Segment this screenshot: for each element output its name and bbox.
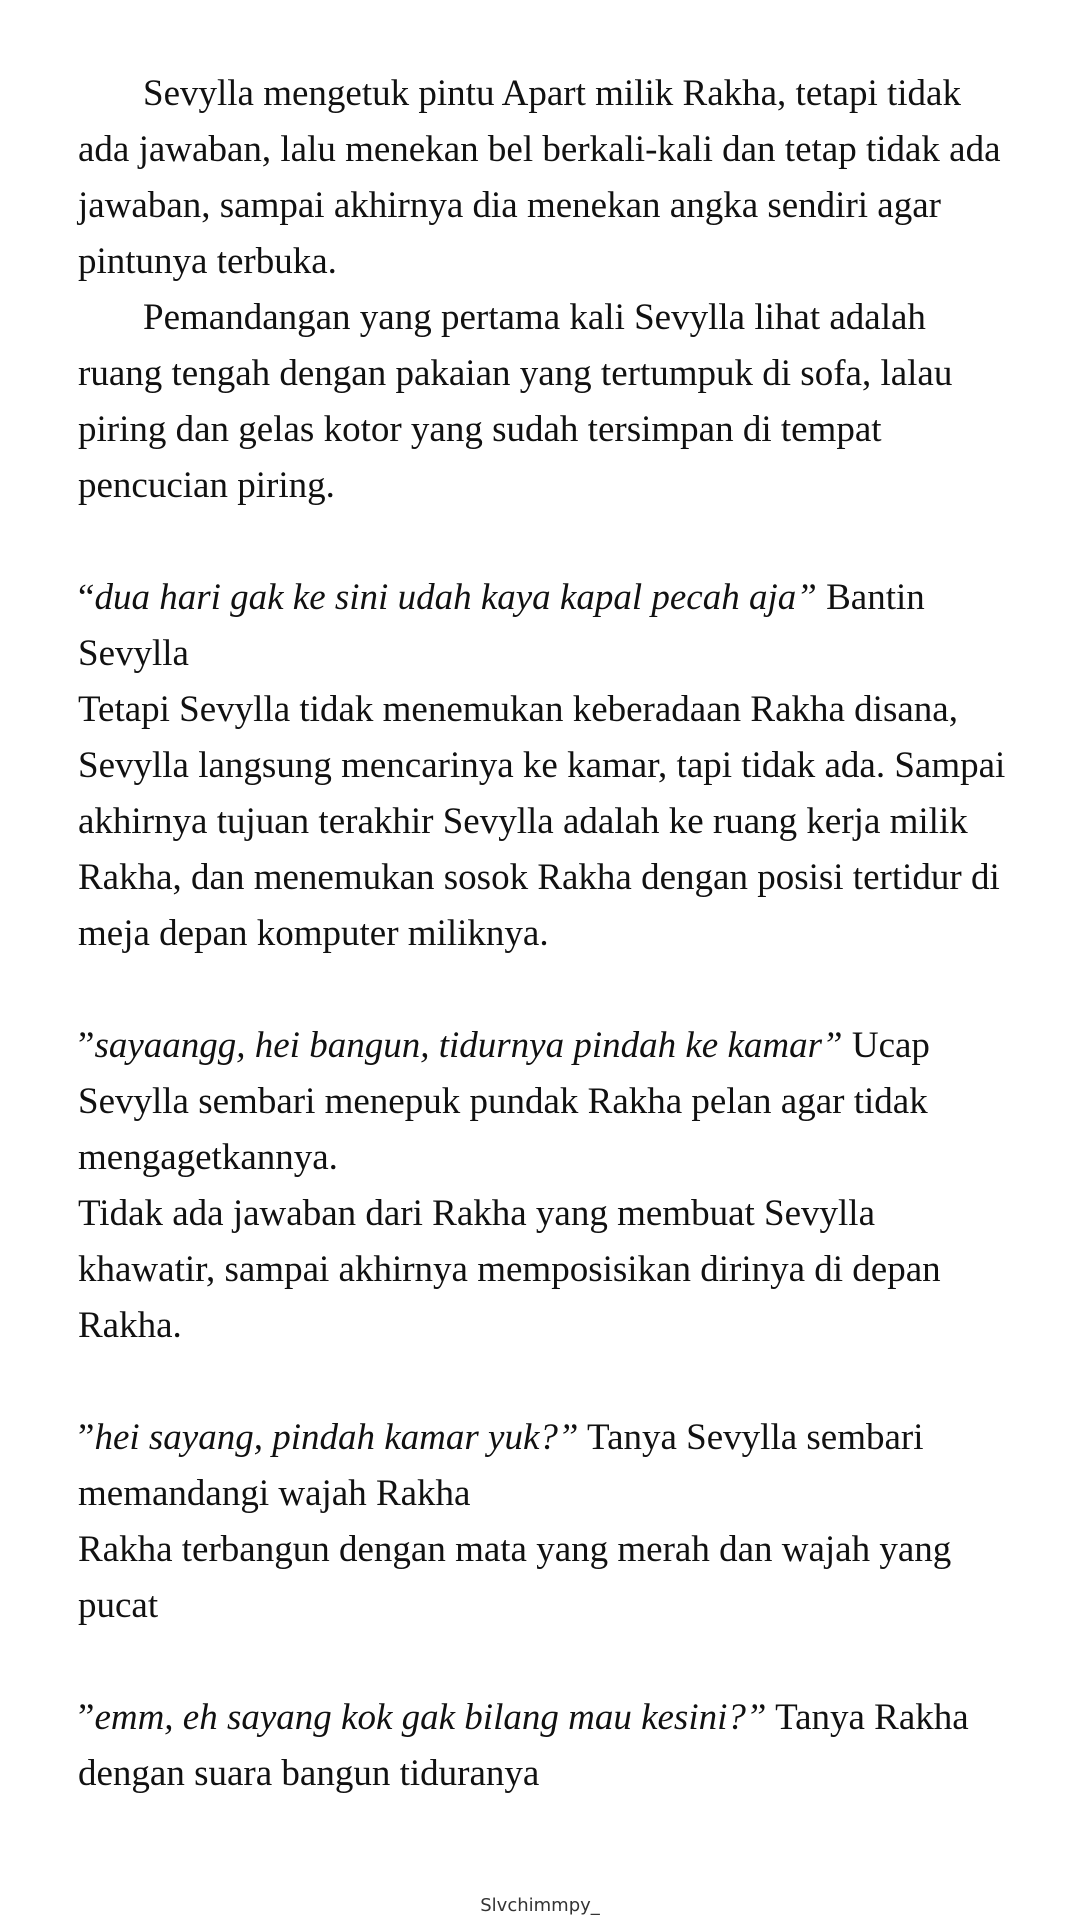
- dialogue-line-4: [78, 1690, 1008, 1802]
- author-watermark: Slvchimmpy_: [480, 1895, 600, 1916]
- open-quote: ”: [78, 1697, 95, 1738]
- paragraph-living-room: Pemandangan yang pertama kali Sevylla lihat adalah ruang tengah dengan pakaian yang tertumpuk di sofa, lalau piring dan gelas kotor yang sudah tersimpan di tempat pencucian piring.: [78, 297, 953, 506]
- dialogue-quote: emm, eh sayang kok gak bilang mau kesini?”: [94, 1697, 767, 1738]
- open-quote: ”: [78, 1025, 95, 1066]
- dialogue-quote: sayaangg, hei bangun, tidurnya pindah ke kamar”: [94, 1025, 843, 1066]
- dialogue-line-3: [78, 1410, 1008, 1522]
- dialogue-quote: dua hari gak ke sini udah kaya kapal pecah aja”: [94, 577, 817, 618]
- dialogue-line-2: [78, 1018, 1008, 1186]
- paragraph-search: Tetapi Sevylla tidak menemukan keberadaan Rakha disana, Sevylla langsung mencarinya ke kamar, tapi tidak ada. Sampai akhirnya tujuan terakhir Sevylla adalah ke ruang kerja milik Rakha, dan menemukan sosok Rakha dengan posisi tertidur di meja depan komputer miliknya.: [78, 689, 1006, 954]
- dialogue-line-1: [78, 570, 1008, 682]
- open-quote: ”: [78, 1417, 95, 1458]
- dialogue-tag: Ucap Sevylla sembari menepuk pundak Rakha pelan agar tidak mengagetkannya.: [78, 1025, 930, 1178]
- dialogue-tag: Tanya Sevylla sembari memandangi wajah Rakha: [78, 1417, 924, 1514]
- story-text: [78, 66, 1008, 1802]
- paragraph-wake-up: Rakha terbangun dengan mata yang merah dan wajah yang pucat: [78, 1529, 952, 1626]
- dialogue-quote: hei sayang, pindah kamar yuk?”: [94, 1417, 579, 1458]
- dialogue-tag: Tanya Rakha dengan suara bangun tiduranya: [78, 1697, 969, 1794]
- open-quote: “: [78, 577, 95, 618]
- paragraph-knock: Sevylla mengetuk pintu Apart milik Rakha, tetapi tidak ada jawaban, lalu menekan bel berkali-kali dan tetap tidak ada jawaban, sampai akhirnya dia menekan angka sendiri agar pintunya terbuka.: [78, 73, 1001, 282]
- dialogue-tag: Bantin Sevylla: [78, 577, 925, 674]
- paragraph-no-answer: Tidak ada jawaban dari Rakha yang membuat Sevylla khawatir, sampai akhirnya memposisikan dirinya di depan Rakha.: [78, 1193, 941, 1346]
